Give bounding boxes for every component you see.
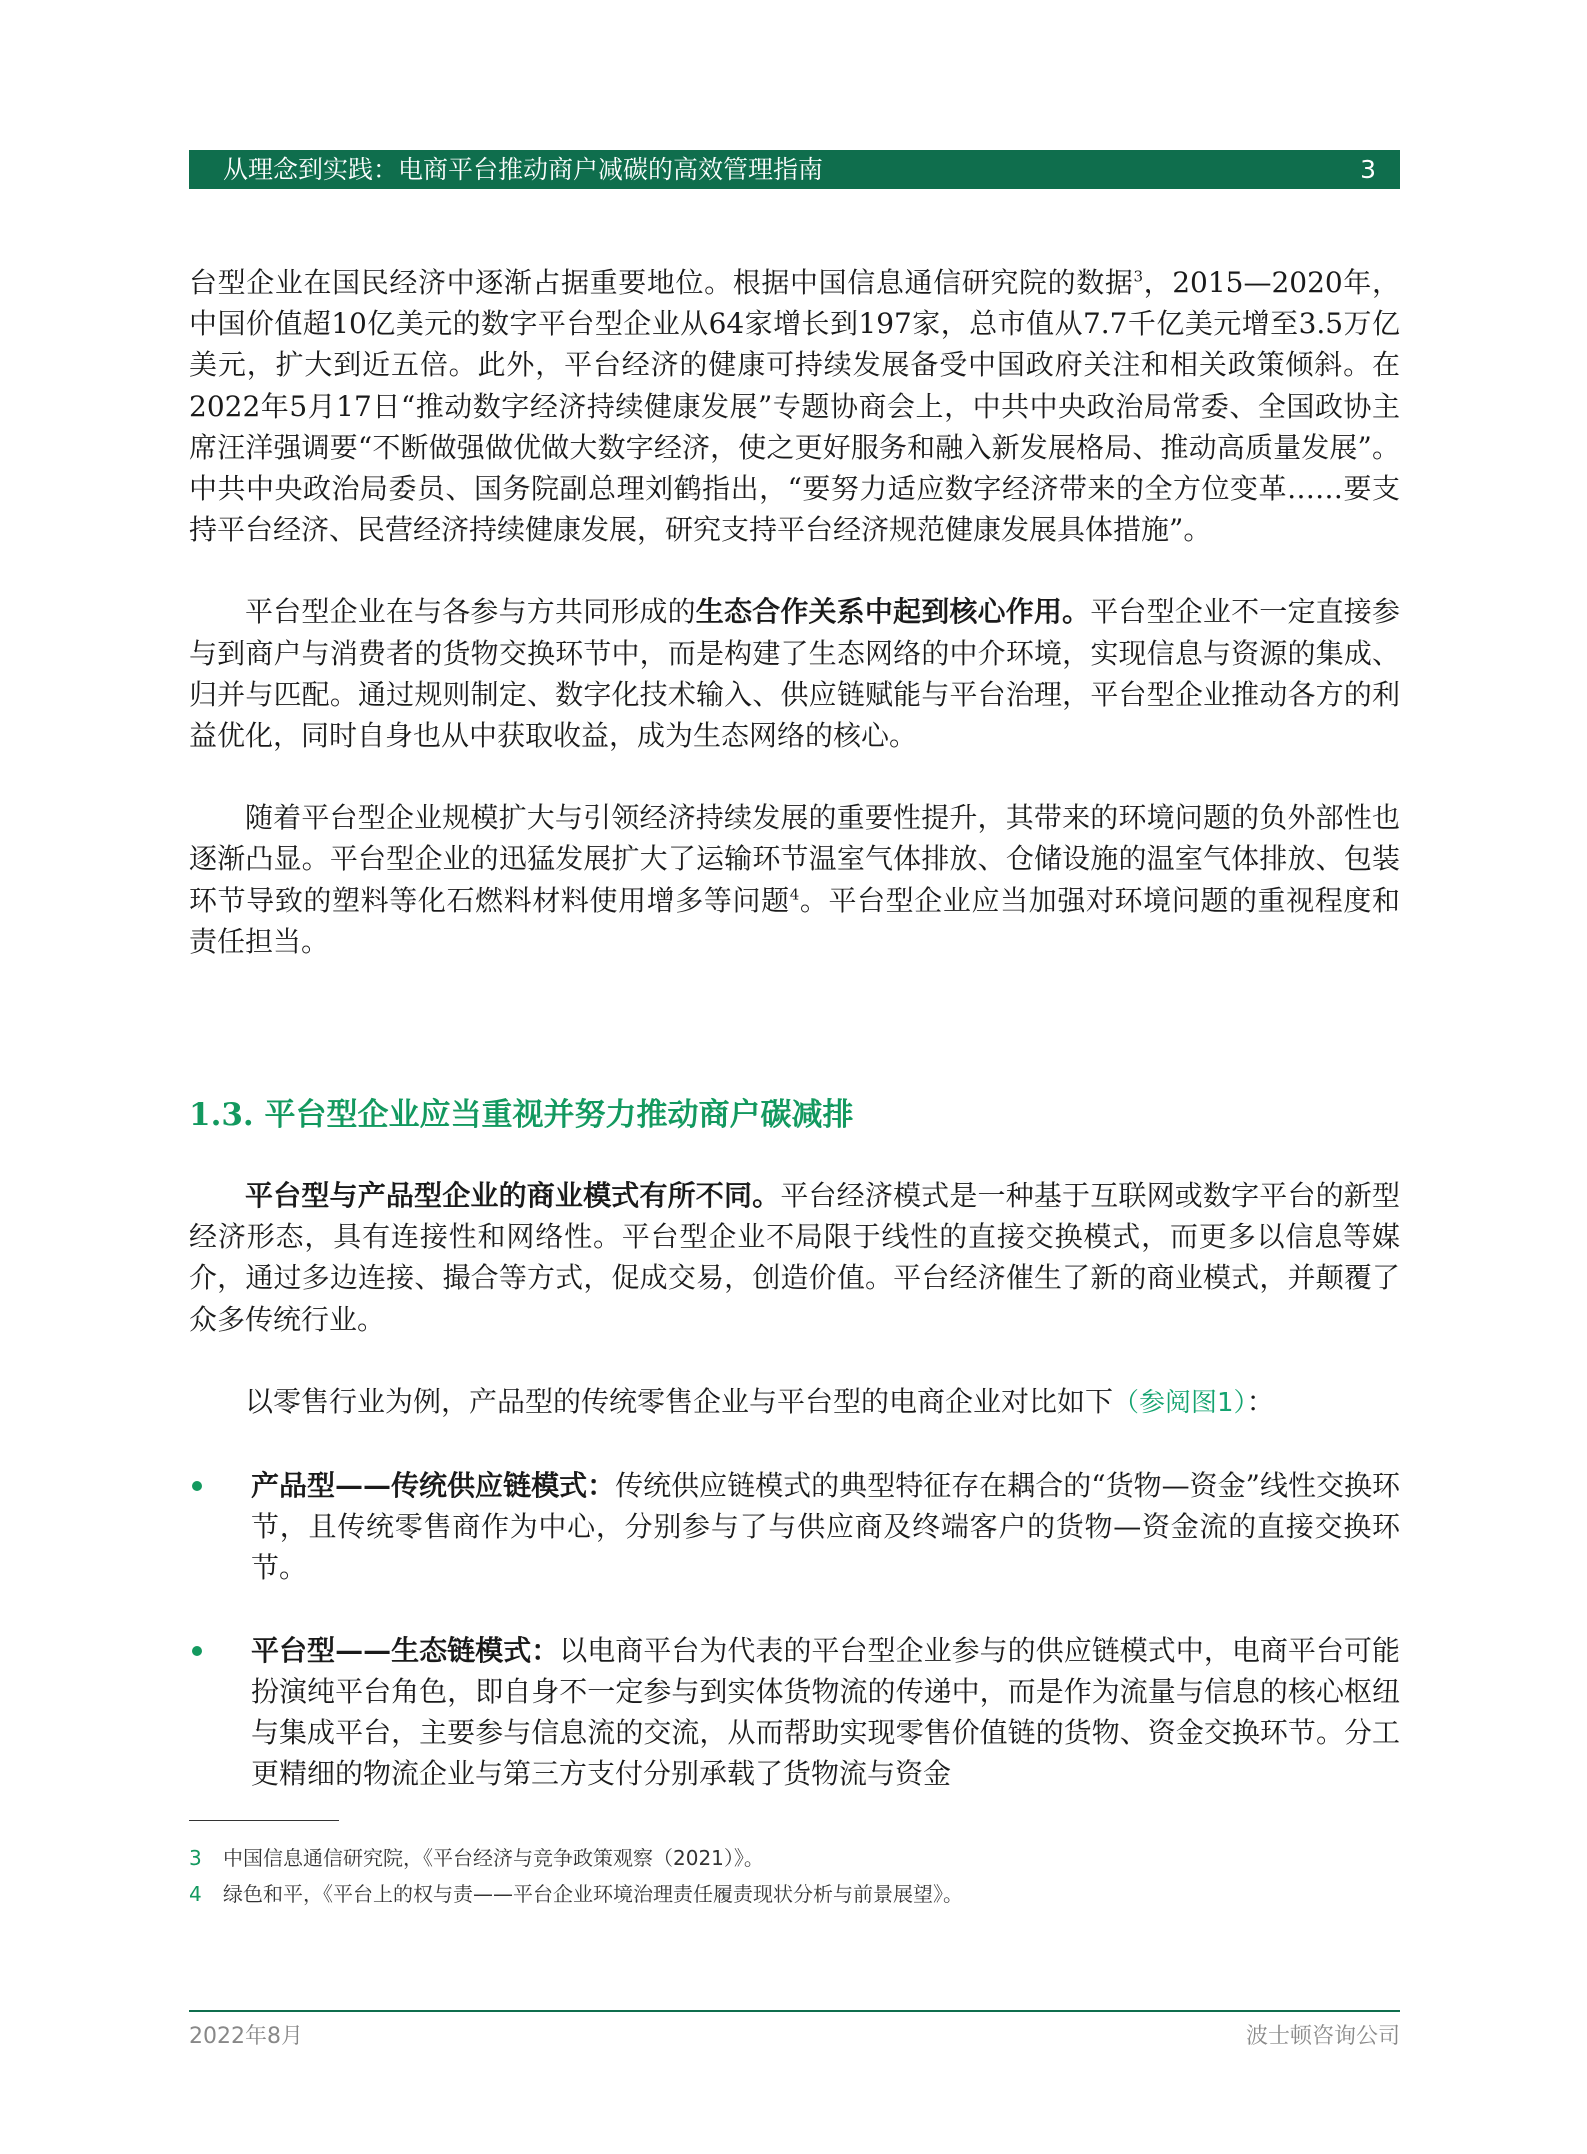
- figure-reference-link[interactable]: （参阅图1）: [1113, 1387, 1247, 1418]
- footer-divider: [189, 2010, 1400, 2012]
- paragraph-4-text: 平台经济模式是一种基于互联网或数字平台的新型经济形态，具有连接性和网络性。平台型企业不局限于线性的直接交换模式，而更多以信息等媒介，通过多边连接、撮合等方式，促成交易，创造价值。平台经济催生了新的商业模式，并颠覆了众多传统行业。: [189, 1179, 1400, 1336]
- footnote-text: 中国信息通信研究院，《平台经济与竞争政策观察（2021）》。: [223, 1846, 764, 1870]
- bullet-2-text: 以电商平台为代表的平台型企业参与的供应链模式中，电商平台可能扮演纯平台角色，即自身不一定参与到实体货物流的传递中，而是作为流量与信息的核心枢纽与集成平台，主要参与信息流的交流，从而帮助实现零售价值链的货物、资金交换环节。分工更精细的物流企业与第三方支付分别承载了货物流与资金: [251, 1633, 1400, 1791]
- paragraph-3-text-b: 。平台型企业应当加强对环境问题的重视程度和责任担当。: [189, 883, 1400, 958]
- section-heading: 1.3. 平台型企业应当重视并努力推动商户碳减排: [189, 1097, 854, 1133]
- paragraph-2-emphasis: 生态合作关系中起到核心作用。: [695, 595, 1091, 629]
- footnote-divider: [189, 1820, 339, 1821]
- page-number: 3: [1360, 155, 1376, 184]
- footnote-3: [189, 1840, 1400, 1876]
- paragraph-1-text-b: ，2015—2020年，中国价值超10亿美元的数字平台型企业从64家增长到197家，总市值从7.7千亿美元增至3.5万亿美元，扩大到近五倍。此外，平台经济的健康可持续发展备受中国政府关注和相关政策倾斜。在2022年5月17日“推动数字经济持续健康发展”专题协商会上，中共中央政治局常委、全国政协主席汪洋强调要“不断做强做优做大数字经济，使之更好服务和融入新发展格局、推动高质量发展”。中共中央政治局委员、国务院副总理刘鹤指出，“要努力适应数字经济带来的全方位变革……要支持平台经济、民营经济持续健康发展，研究支持平台经济规范健康发展具体措施”。: [189, 266, 1400, 547]
- bullet-1-text: 传统供应链模式的典型特征存在耦合的“货物—资金”线性交换环节，且传统零售商作为中心，分别参与了与供应商及终端客户的货物—资金流的直接交换环节。: [251, 1469, 1400, 1585]
- header-bar: [189, 150, 1400, 189]
- paragraph-2-text-b: 平台型企业不一定直接参与到商户与消费者的货物交换环节中，而是构建了生态网络的中介环境，实现信息与资源的集成、归并与匹配。通过规则制定、数字化技术输入、供应链赋能与平台治理，平台型企业推动各方的利益优化，同时自身也从中获取收益，成为生态网络的核心。: [189, 595, 1400, 753]
- paragraph-4: [189, 1175, 1400, 1340]
- paragraph-3: [189, 797, 1400, 962]
- footnote-number: 3: [189, 1846, 202, 1870]
- paragraph-2: [189, 591, 1400, 756]
- footer-date: 2022年8月: [189, 2024, 303, 2049]
- footnotes: [189, 1840, 1400, 1912]
- paragraph-5-text-b: ：: [1246, 1384, 1275, 1418]
- paragraph-1-text-a: 台型企业在国民经济中逐渐占据重要地位。根据中国信息通信研究院的数据: [189, 266, 1134, 299]
- header-title: 从理念到实践：电商平台推动商户减碳的高效管理指南: [223, 155, 824, 184]
- paragraph-5-text-a: 以零售行业为例，产品型的传统零售企业与平台型的电商企业对比如下: [245, 1384, 1114, 1418]
- paragraph-3-text-a: 随着平台型企业规模扩大与引领经济持续发展的重要性提升，其带来的环境问题的负外部性也逐渐凸显。平台型企业的迅猛发展扩大了运输环节温室气体排放、仓储设施的温室气体排放、包装环节导致的塑料等化石燃料材料使用增多等问题: [189, 801, 1400, 917]
- body-text-upper: [189, 262, 1400, 962]
- paragraph-5: [189, 1381, 1400, 1424]
- bullet-item-product: [189, 1465, 1400, 1589]
- footnote-4: [189, 1876, 1400, 1912]
- footer-company: 波士顿咨询公司: [1245, 2024, 1400, 2049]
- paragraph-1: [189, 262, 1400, 550]
- footnote-ref-3[interactable]: 3: [1133, 267, 1143, 286]
- footnote-text: 绿色和平，《平台上的权与责——平台企业环境治理责任履责现状分析与前景展望》。: [223, 1882, 963, 1906]
- bullet-item-platform: [189, 1630, 1400, 1795]
- bullet-1-label: 产品型——传统供应链模式：: [251, 1469, 616, 1503]
- bullet-dot-icon: [192, 1481, 202, 1491]
- bullet-2-label: 平台型——生态链模式：: [251, 1633, 560, 1667]
- footnote-ref-4[interactable]: 4: [789, 885, 800, 904]
- paragraph-4-emphasis: 平台型与产品型企业的商业模式有所不同。: [245, 1179, 781, 1212]
- paragraph-2-text-a: 平台型企业在与各参与方共同形成的: [245, 595, 696, 629]
- footnote-number: 4: [189, 1882, 202, 1906]
- bullet-dot-icon: [192, 1646, 202, 1656]
- body-text-lower: [189, 1175, 1400, 1794]
